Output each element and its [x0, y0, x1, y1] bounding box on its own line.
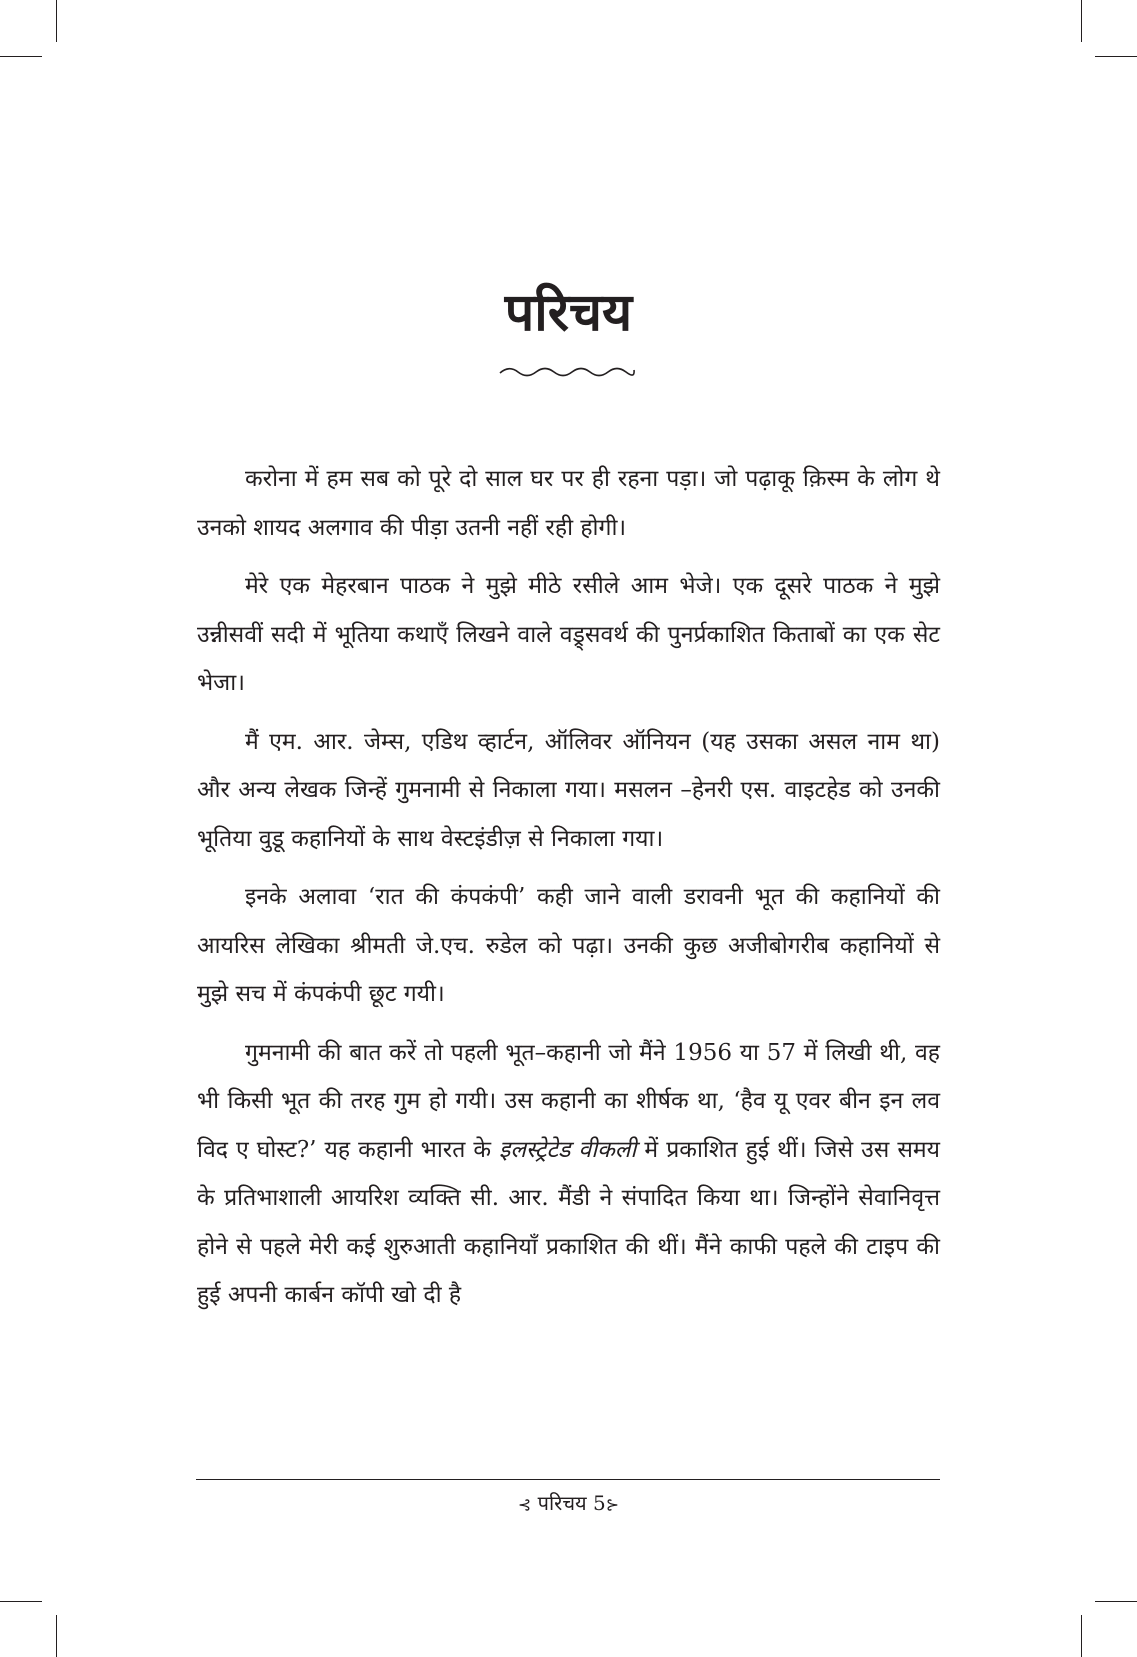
ornament-left-icon: ⊰ — [517, 1495, 532, 1514]
paragraph-3: मैं एम. आर. जेम्स, एडिथ व्हार्टन, ऑलिवर ऑनियन (यह उसका असल नाम था) और अन्य लेखक जिन्हें गुमनामी से निकाला गया। मसलन –हेनरी एस. वाइटहेड को उनकी भूतिया वुडू कहानियों के साथ वेस्टइंडीज़ से निकाला गया। — [197, 728, 940, 852]
footer-rule — [196, 1479, 940, 1480]
ornament-right-icon: ⊱ — [605, 1495, 620, 1514]
paragraph-4: इनके अलावा ‘रात की कंपकंपी’ कही जाने वाली डरावनी भूत की कहानियों की आयरिस लेखिका श्रीमती जे.एच. रुडेल को पढ़ा। उनकी कुछ अजीबोगरीब कहानियों से मुझे सच में कंपकंपी छूट गयी। — [197, 884, 940, 1007]
page-number: 5 — [593, 1491, 606, 1515]
crop-mark-bottom-left-horizontal — [0, 1601, 42, 1602]
paragraph-1: करोना में हम सब को पूरे दो साल घर पर ही रहना पड़ा। जो पढ़ाकू क़िस्म के लोग थे उनको शायद अलगाव की पीड़ा उतनी नहीं रही होगी। — [197, 466, 940, 541]
wavy-flourish-icon — [498, 362, 636, 380]
publication-name: इलस्ट्रेटेड वीकली — [499, 1136, 637, 1163]
chapter-title: परिचय — [504, 282, 633, 343]
crop-mark-top-left-vertical — [56, 0, 57, 42]
crop-mark-bottom-right-horizontal — [1095, 1601, 1137, 1602]
crop-mark-top-right-horizontal — [1095, 56, 1137, 57]
crop-mark-bottom-left-vertical — [56, 1615, 57, 1657]
paragraph-5-text-before: गुमनामी की बात करें तो पहली भूत–कहानी जो मैंने 1956 या 57 में लिखी थी, वह भी किसी भूत की तरह गुम हो गयी। उस कहानी का शीर्षक था, ‘हैव यू एवर बीन इन लव विद ए घोस्ट?’ यह कहानी भारत के — [197, 1039, 940, 1163]
crop-mark-top-left-horizontal — [0, 56, 42, 57]
paragraph-2: मेरे एक मेहरबान पाठक ने मुझे मीठे रसीले आम भेजे। एक दूसरे पाठक ने मुझे उन्नीसवीं सदी में भूतिया कथाएँ लिखने वाले वड्र्सवर्थ की पुनर्प्रकाशित किताबों का एक सेट भेजा। — [197, 573, 940, 696]
crop-mark-top-right-vertical — [1081, 0, 1082, 42]
paragraph-5-text-after: में प्रकाशित हुई थीं। जिसे उस समय के प्रतिभ‍ाशाली आयरिश व्यक्ति सी. आर. मैंडी ने संपादित किया था। जिन्होंने सेवानिवृत्त होने से पहले मेरी कई शुरुआती कहानियाँ प्रकाशित की थीं। मैंने काफी पहले की टाइप की हुई अपनी कार्बन कॉपी खो दी है — [197, 1136, 940, 1308]
paragraph-5 — [197, 1029, 940, 1320]
page-footer — [0, 1489, 1137, 1519]
running-footer-title: परिचय — [537, 1491, 587, 1515]
body-text — [197, 455, 940, 1330]
crop-mark-bottom-right-vertical — [1081, 1615, 1082, 1657]
